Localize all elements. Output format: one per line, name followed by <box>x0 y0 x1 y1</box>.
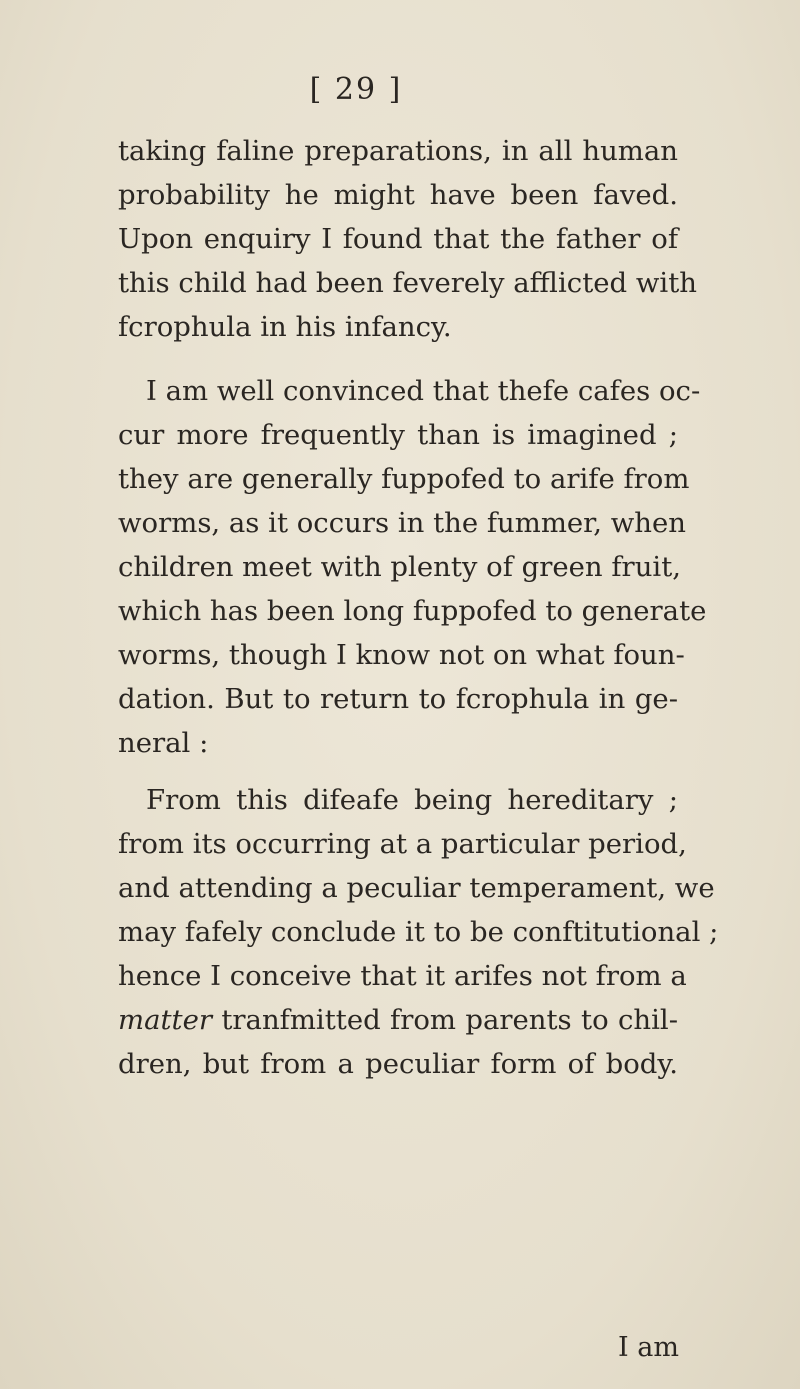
text-line: dation. But to return to fcrophula in ge- <box>118 683 678 715</box>
text-line: may fafely conclude it to be conftitutional ; <box>118 916 719 948</box>
text-line: this child had been feverely afflicted with <box>118 267 697 299</box>
paragraph-1 <box>118 129 697 349</box>
text-line: dren, but from a peculiar form of body. <box>118 1048 678 1080</box>
text-line: Upon enquiry I found that the father of <box>118 223 678 255</box>
text-line: matter tranfmitted from parents to chil- <box>118 1004 678 1036</box>
text-line: I am well convinced that thefe cafes oc- <box>146 375 701 407</box>
text-line: neral : <box>118 727 209 759</box>
italic-word: matter <box>118 1004 212 1036</box>
text-line: worms, though I know not on what foun- <box>118 639 685 671</box>
text-line: and attending a peculiar temperament, we <box>118 872 715 904</box>
text-line: hence I conceive that it arifes not from a <box>118 960 687 992</box>
text-line: worms, as it occurs in the fummer, when <box>118 507 687 539</box>
text-line: from its occurring at a particular period, <box>118 828 687 860</box>
page-number: [ 29 ] <box>309 72 403 107</box>
text-line: taking faline preparations, in all human <box>118 135 678 167</box>
catchword: I am <box>618 1332 679 1363</box>
text-line: probability he might have been faved. <box>118 179 678 211</box>
text-line: From this difeafe being hereditary ; <box>146 784 678 816</box>
text-line: children meet with plenty of green fruit, <box>118 551 681 583</box>
text-line: they are generally fuppofed to arife from <box>118 463 690 495</box>
paragraph-2 <box>118 369 707 765</box>
text-line: cur more frequently than is imagined ; <box>118 419 678 451</box>
text-line: fcrophula in his infancy. <box>118 311 452 343</box>
paragraph-3 <box>118 778 719 1086</box>
text-line: which has been long fuppofed to generate <box>118 595 707 627</box>
